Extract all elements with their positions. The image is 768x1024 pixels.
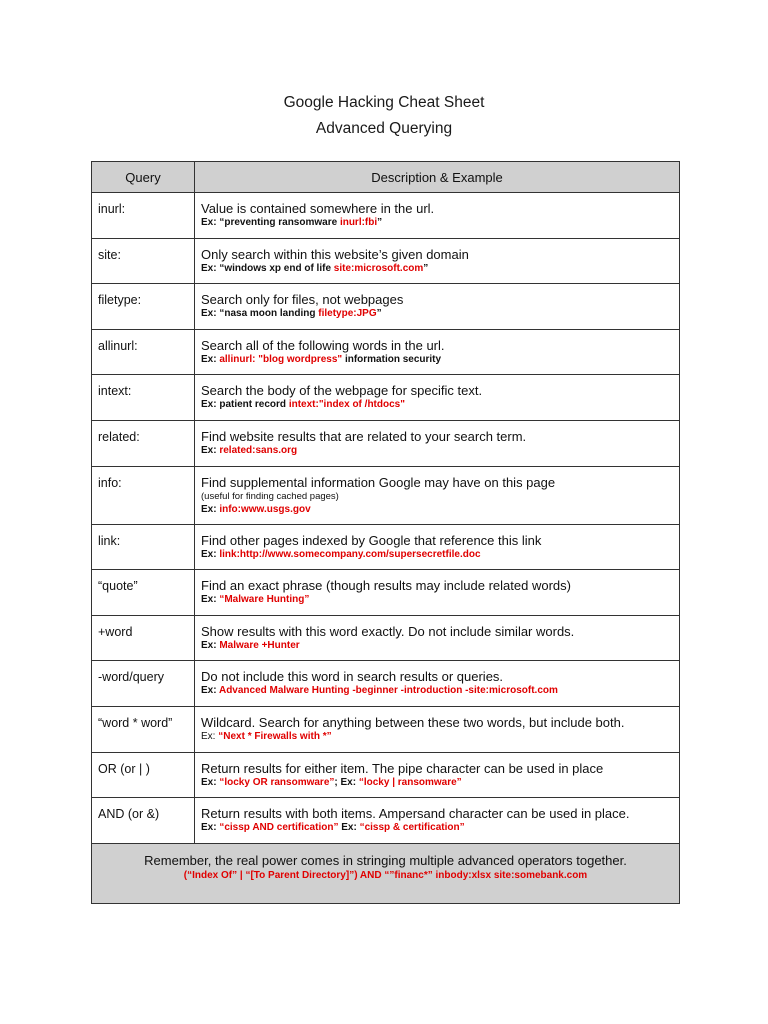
table-row [92, 466, 680, 524]
example-label: Ex: [201, 503, 220, 515]
footer-cell [92, 843, 680, 903]
description-text: Search all of the following words in the url. [201, 337, 445, 353]
description-cell [195, 798, 680, 844]
description-cell [195, 284, 680, 330]
table-row [92, 329, 680, 375]
description-cell [195, 238, 680, 284]
query-operator: link: [92, 524, 195, 570]
query-operator: “word * word” [92, 706, 195, 752]
example-label: Ex: [201, 730, 219, 742]
description-cell [195, 752, 680, 798]
example-line [201, 730, 679, 743]
description-text: Find website results that are related to your search term. [201, 428, 527, 444]
document-title: Google Hacking Cheat Sheet [283, 94, 485, 111]
example-query: Malware +Hunter [219, 639, 300, 651]
footer-text: Remember, the real power comes in stringing multiple advanced operators together. [144, 852, 627, 868]
example-line [201, 216, 679, 229]
description-text: Return results for either item. The pipe character can be used in place [201, 760, 604, 776]
example-line [201, 503, 679, 516]
example-query: “Malware Hunting” [219, 594, 310, 606]
table-row [92, 615, 680, 661]
example-line [201, 353, 679, 366]
description-cell [195, 420, 680, 466]
query-column-header: Query [92, 162, 195, 193]
example-query: related:sans.org [219, 444, 298, 456]
example-label: Ex: [201, 776, 220, 788]
description-text: Return results with both items. Ampersand character can be used in place. [201, 806, 630, 822]
description-cell [195, 466, 680, 524]
description-column-header: Description & Example [195, 162, 680, 193]
description-text: Do not include this word in search results or queries. [201, 669, 504, 685]
example-query: “locky OR ransomware” [219, 776, 335, 788]
example-label: information security [342, 353, 442, 365]
example-label: Ex: “windows xp end of life [201, 262, 334, 274]
example-line [201, 548, 679, 561]
example-label: Ex: [338, 822, 360, 834]
query-operator: AND (or &) [92, 798, 195, 844]
query-operator: allinurl: [92, 329, 195, 375]
cheat-sheet-table [91, 161, 680, 904]
table-row [92, 193, 680, 239]
query-operator: filetype: [92, 284, 195, 330]
example-label: Ex: [201, 639, 220, 651]
example-label: Ex: patient record [201, 399, 289, 411]
description-cell [195, 193, 680, 239]
table-row [92, 798, 680, 844]
query-operator: OR (or | ) [92, 752, 195, 798]
example-label: Ex: “nasa moon landing [201, 308, 319, 320]
example-query: “cissp & certification” [359, 822, 465, 834]
table-row [92, 238, 680, 284]
footer-row [92, 843, 680, 903]
example-query: site:microsoft.com [333, 262, 424, 274]
query-operator: inurl: [92, 193, 195, 239]
document-subtitle: Advanced Querying [315, 120, 453, 137]
example-query: intext:"index of /htdocs" [288, 399, 405, 411]
description-text: Search only for files, not webpages [201, 292, 404, 308]
example-line [201, 776, 679, 789]
example-query: allinurl: "blog wordpress" [219, 353, 343, 365]
description-text: Wildcard. Search for anything between these two words, but include both. [201, 714, 625, 730]
query-operator: “quote” [92, 570, 195, 616]
table-row [92, 375, 680, 421]
example-label: ” [377, 217, 383, 228]
footer-example: (“Index Of” | “[To Parent Directory]”) AND “”financ*” inbody:xlsx site:somebank.com [183, 869, 588, 881]
description-text: Find supplemental information Google may have on this page [201, 474, 556, 490]
example-label: Ex: [201, 685, 219, 697]
description-text: Find an exact phrase (though results may include related words) [201, 578, 571, 594]
query-operator: -word/query [92, 661, 195, 707]
description-note: (useful for finding cached pages) [201, 490, 339, 502]
table-row [92, 661, 680, 707]
example-line [201, 262, 679, 275]
query-operator: +word [92, 615, 195, 661]
table-row [92, 706, 680, 752]
table-row [92, 752, 680, 798]
description-cell [195, 524, 680, 570]
example-label: ; Ex: [334, 776, 359, 788]
example-query: info:www.usgs.gov [219, 503, 311, 515]
table-row [92, 570, 680, 616]
example-line [201, 684, 679, 697]
example-query: “Next * Firewalls with *” [218, 730, 332, 742]
example-label: Ex: [201, 353, 220, 365]
example-line [201, 398, 679, 411]
example-query: link:http://www.somecompany.com/supersecretfile.doc [219, 548, 481, 560]
query-operator: related: [92, 420, 195, 466]
query-operator: info: [92, 466, 195, 524]
description-cell [195, 329, 680, 375]
table-row [92, 420, 680, 466]
example-query: “locky | ransomware” [358, 776, 462, 788]
table-row [92, 284, 680, 330]
example-query: Advanced Malware Hunting -beginner -introduction -site:microsoft.com [218, 685, 558, 697]
example-label: Ex: [201, 822, 220, 834]
example-query: “cissp AND certification” [219, 822, 339, 834]
table-row [92, 524, 680, 570]
query-operator: site: [92, 238, 195, 284]
example-line [201, 593, 679, 606]
example-line [201, 307, 679, 320]
description-text: Search the body of the webpage for specific text. [201, 383, 483, 399]
example-label: Ex: [201, 548, 220, 560]
example-line [201, 444, 679, 457]
description-cell [195, 570, 680, 616]
example-label: Ex: [201, 594, 220, 606]
description-cell [195, 375, 680, 421]
example-query: inurl:fbi [339, 217, 378, 228]
description-text: Only search within this website’s given domain [201, 246, 469, 262]
example-label: Ex: [201, 444, 220, 456]
example-query: filetype:JPG [318, 308, 377, 320]
example-label: Ex: “preventing ransomware [201, 217, 340, 228]
query-operator: intext: [92, 375, 195, 421]
description-cell [195, 615, 680, 661]
description-text: Value is contained somewhere in the url. [201, 201, 435, 216]
description-cell [195, 706, 680, 752]
description-text: Find other pages indexed by Google that reference this link [201, 532, 542, 548]
table-header-row [92, 162, 680, 193]
example-label: ” [423, 262, 429, 274]
example-line [201, 821, 679, 834]
description-cell [195, 661, 680, 707]
description-text: Show results with this word exactly. Do not include similar words. [201, 623, 575, 639]
example-label: ” [376, 308, 382, 320]
example-line [201, 639, 679, 652]
